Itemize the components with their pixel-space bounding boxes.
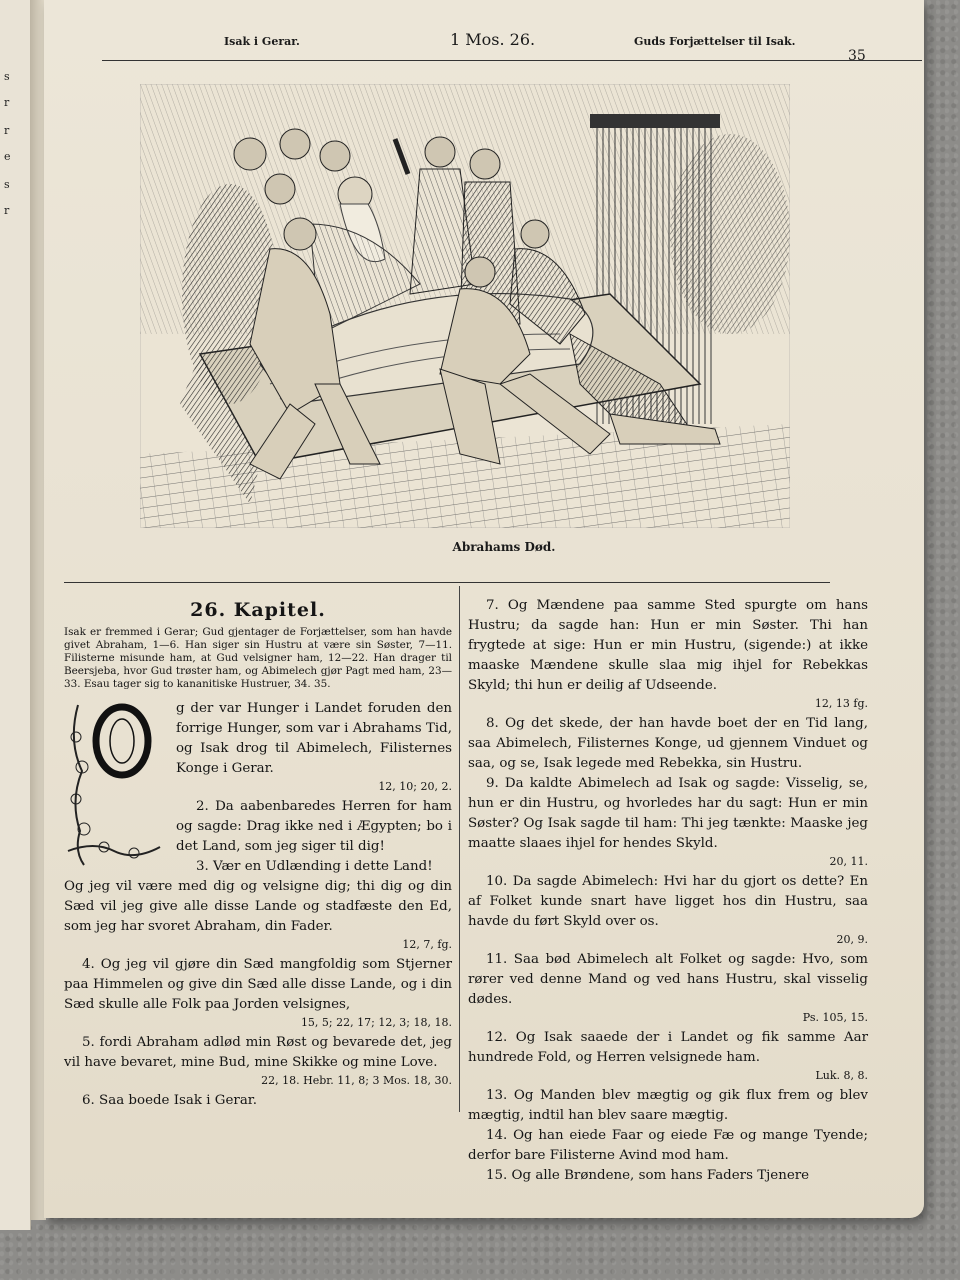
verse-9: 9. Da kaldte Abimelech ad Isak og sagde: Visselig, se, hun er din Hustru, og hvorledes har du sagt: Hun er min Søster? Og Isak sagde til ham: Thi jeg tænkte: Maaske jeg maatte slaaes ihjel for hendes Skyld. [468, 776, 868, 851]
header-right: Guds Forjættelser til Isak. [634, 35, 796, 48]
verse-7: 7. Og Mændene paa samme Sted spurgte om hans Hustru; da sagde han: Hun er min Søster. Thi han frygtede at sige: Hun er min Hustru, (sigende:) at ikke maaske Mændene skulle slaa mig ihjel for Rebekkas Skyld; thi hun er deilig af Udseende. [468, 598, 868, 693]
verse-9-reference: 20, 11. [829, 855, 868, 868]
left-page-letter: r [4, 96, 10, 109]
verse-3a: 3. Vær en Udlænding i dette Land! [196, 859, 433, 874]
left-page-letter: s [4, 70, 10, 83]
engraving-illustration [140, 84, 790, 528]
left-page-letter: s [4, 178, 10, 191]
verse-8: 8. Og det skede, der han havde boet der en Tid lang, saa Abimelech, Filisternes Konge, ud gjennem Vinduet og saa, og se, Isak legede med Rebekka, sin Hustru. [468, 716, 868, 771]
verse-2: 2. Da aabenbaredes Herren for ham og sagde: Drag ikke ned i Ægypten; bo i det Land, som jeg siger til dig! [176, 799, 452, 854]
verse-4-reference: 15, 5; 22, 17; 12, 3; 18, 18. [300, 1016, 452, 1029]
right-column [468, 596, 868, 1186]
verse-11: 11. Saa bød Abimelech alt Folket og sagde: Hvo, som rører ved denne Mand og ved hans Hustru, skal visselig dødes. [468, 952, 868, 1007]
verse-6: 6. Saa boede Isak i Gerar. [82, 1093, 257, 1108]
verse-12: 12. Og Isak saaede der i Landet og fik samme Aar hundrede Fold, og Herren velsignede ham. [468, 1030, 868, 1065]
header-left: Isak i Gerar. [224, 35, 300, 48]
verse-12-reference: Luk. 8, 8. [815, 1069, 868, 1082]
verse-3-reference: 12, 7, fg. [402, 938, 452, 951]
left-column [64, 596, 452, 1111]
verse-14: 14. Og han eiede Faar og eiede Fæ og mange Tyende; derfor bare Filisterne Avind mod ham. [468, 1128, 868, 1163]
verse-1-reference: 12, 10; 20, 2. [378, 780, 452, 793]
verse-10-reference: 20, 9. [836, 933, 868, 946]
page-number: 35 [848, 48, 866, 64]
verse-block-left [64, 699, 452, 877]
column-divider [459, 586, 460, 1112]
verse-5: 5. fordi Abraham adlød min Røst og bevarede det, jeg vil have bevaret, mine Bud, mine Skikke og mine Love. [64, 1035, 452, 1070]
left-page-letter: e [4, 150, 11, 163]
left-page-edge [0, 0, 31, 1230]
verse-1: g der var Hunger i Landet foruden den forrige Hunger, som var i Abrahams Tid, og Isak drog til Abimelech, Filisternes Konge i Gerar. [176, 701, 452, 776]
verse-15: 15. Og alle Brøndene, som hans Faders Tjenere [486, 1168, 810, 1183]
verse-10: 10. Da sagde Abimelech: Hvi har du gjort os dette? En af Folket kunde snart have ligget hos din Hustru, saa havde du ført Skyld over os. [468, 874, 868, 929]
left-page-letter: r [4, 124, 10, 137]
ornamental-initial-o [64, 701, 168, 869]
verse-4: 4. Og jeg vil gjøre din Sæd mangfoldig som Stjerner paa Himmelen og give din Sæd alle disse Lande, og i din Sæd skulle alle Folk paa Jorden velsignes, [64, 957, 452, 1012]
running-head [102, 30, 922, 64]
header-center: 1 Mos. 26. [450, 30, 536, 49]
verse-11-reference: Ps. 105, 15. [802, 1011, 868, 1024]
chapter-title: 26. Kapitel. [190, 599, 326, 621]
verse-5-reference: 22, 18. Hebr. 11, 8; 3 Mos. 18, 30. [261, 1074, 452, 1087]
book-page [44, 0, 924, 1218]
section-rule [64, 582, 830, 583]
verse-7-reference: 12, 13 fg. [814, 697, 868, 710]
chapter-summary: Isak er fremmed i Gerar; Gud gjentager de Forjættelser, som han havde givet Abraham, 1—6. Han siger sin Hustru at være sin Søster, 7—11. Filisterne misunde ham, at Gud velsigner ham, 12—22. Han drager til Beersjeba, hvor Gud trøster ham, og Abimelech gjør Pagt med ham, 23—33. Esau tager sig to kananitiske Hustruer, 34. 35. [64, 626, 452, 690]
left-page-letter: r [4, 204, 10, 217]
illustration-caption: Abrahams Død. [452, 540, 556, 554]
verse-3b: Og jeg vil være med dig og velsigne dig; thi dig og din Sæd vil jeg give alle disse Lande og stadfæste den Ed, som jeg har svoret Abraham, din Fader. [64, 879, 452, 934]
verse-13: 13. Og Manden blev mægtig og gik flux frem og blev mægtig, indtil han blev saare mægtig. [468, 1088, 868, 1123]
